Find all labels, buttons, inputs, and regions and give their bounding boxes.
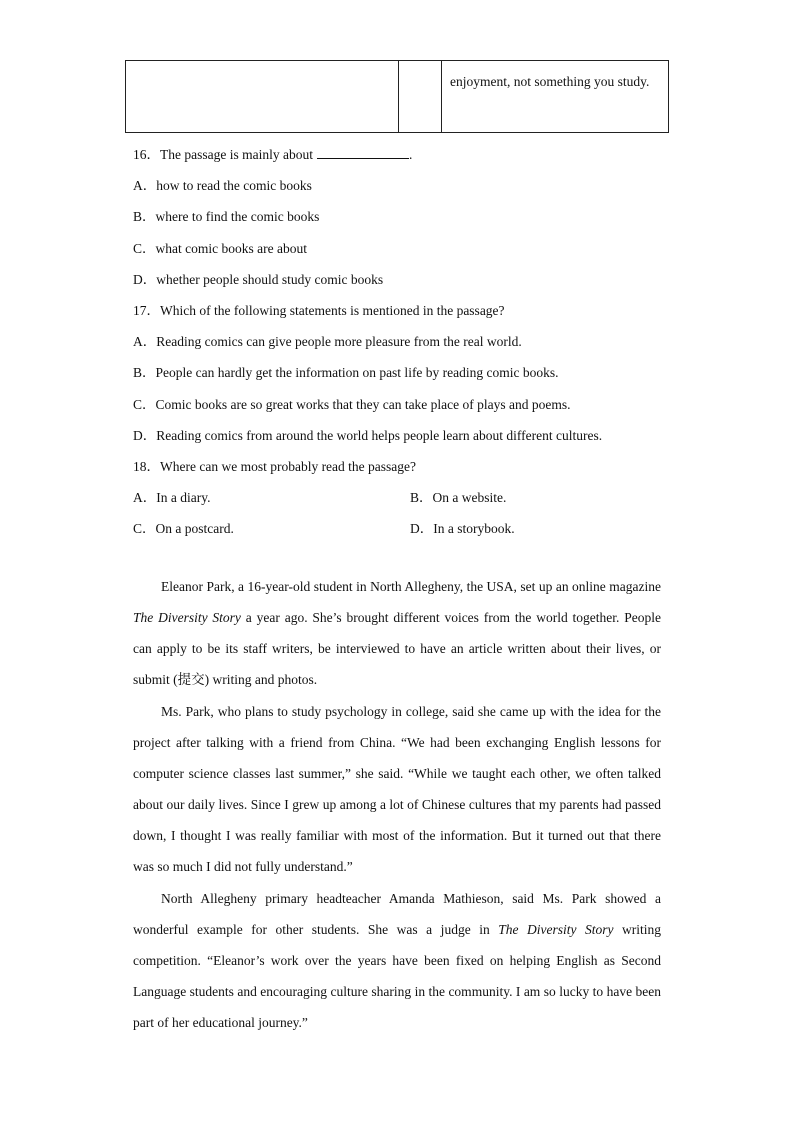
table-cell-1 (126, 61, 399, 132)
passage-paragraph-3: North Allegheny primary headteacher Amanda Mathieson, said Ms. Park showed a wonderful example for other students. She was a judge in The Diversity Story writing competition. “Eleanor’s work over the years have been fixed on helping English as Second Language students and encouraging culture sharing in the community. I am so lucky to have been part of her educational journey.” (133, 891, 661, 1031)
passage-paragraph-1: Eleanor Park, a 16-year-old student in North Allegheny, the USA, set up an online magazine The Diversity Story a year ago. She’s brought different voices from the world together. People can apply to be its staff writers, be interviewed to have an article written about their lives, or submit (提交) writing and photos. (133, 579, 662, 688)
question-16-option-c: C．what comic books are about (133, 241, 307, 256)
question-18-stem: 18．Where can we most probably read the passage? (133, 459, 417, 474)
passage-paragraph-2: Ms. Park, who plans to study psychology in college, said she came up with the idea for the project after talking with a friend from China. “We had been exchanging English lessons for computer science classes last summer,” she said. “While we taught each other, we often talked about our daily lives. Since I grew up among a lot of Chinese cultures that my parents had passed down, I thought I was really familiar with most of the information. But it turned out that there was so much I did not fully understand.” (133, 704, 661, 875)
magazine-title: The Diversity Story (498, 922, 614, 938)
question-16-option-b: B．where to find the comic books (133, 209, 320, 224)
table-fragment (125, 60, 669, 133)
question-17-option-b: B．People can hardly get the information on past life by reading comic books. (133, 365, 559, 380)
question-17-option-c: C．Comic books are so great works that they can take place of plays and poems. (133, 397, 571, 412)
table-cell-3: enjoyment, not something you study. (450, 74, 650, 89)
question-16-option-d: D．whether people should study comic books (133, 272, 384, 287)
table-cell-2 (399, 61, 442, 132)
question-17-option-d: D．Reading comics from around the world helps people learn about different cultures. (133, 428, 603, 443)
answer-blank (317, 146, 409, 159)
question-17-stem: 17．Which of the following statements is mentioned in the passage? (133, 303, 505, 318)
question-18-option-a: A．In a diary. (133, 490, 211, 505)
question-18-option-c: C．On a postcard. (133, 521, 234, 536)
question-18-option-d: D．In a storybook. (410, 521, 515, 536)
magazine-title: The Diversity Story (133, 610, 241, 626)
question-18-option-b: B．On a website. (410, 490, 507, 505)
question-17-option-a: A．Reading comics can give people more pleasure from the real world. (133, 334, 522, 349)
question-16-stem: 16．The passage is mainly about . (133, 147, 413, 162)
question-16-option-a: A．how to read the comic books (133, 178, 312, 193)
